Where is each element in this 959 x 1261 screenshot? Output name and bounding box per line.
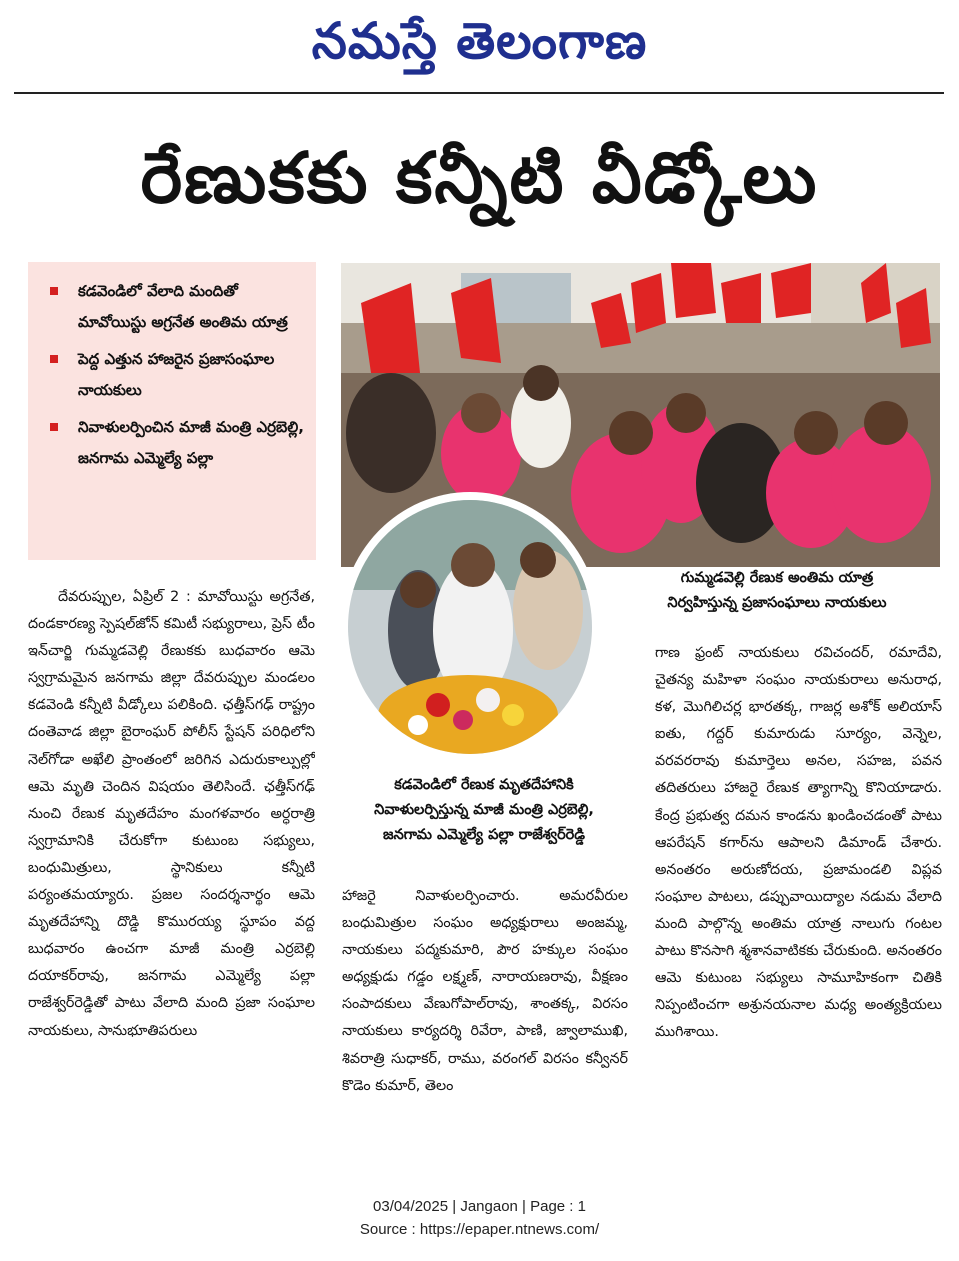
highlight-item: [46, 276, 306, 338]
article-column-1: దేవరుప్పుల, ఏప్రిల్ 2 : మావోయిస్టు అగ్రనేత, దండకారణ్య స్పెషల్‌జోన్ కమిటీ సభ్యురాలు, ప్రెస్ టీం ఇన్‌చార్జి గుమ్మడవెల్లి రేణుకకు బుధవారం ఆమె స్వగ్రామమైన జనగామ జిల్లా దేవరుప్పుల మండలం కడవెండి కన్నీటి వీడ్కోలు పలికింది. ఛత్తీస్‌గఢ్ రాష్ట్రం దంతెవాడ జిల్లా బైరాంఘర్ పోలీస్ స్టేషన్ పరిధిలోని నెల్‌గోడా అఖేలి ప్రాంతంలో జరిగిన ఎదురుకాల్పుల్లో ఆమె మృతి చెందిన విషయం తెలిసిందే. ఛత్తీస్‌గఢ్ నుంచి రేణుక మృతదేహం మంగళవారం అర్ధరాత్రి స్వగ్రామానికి చేరుకోగా కుటుంబ సభ్యులు, బంధుమిత్రులు, స్థానికులు కన్నీటి పర్యంతమయ్యారు. ప్రజల సందర్శనార్థం ఆమె మృతదేహాన్ని దొడ్డి కొమురయ్య స్థూపం వద్ద బుధవారం ఉంచగా మాజీ మంత్రి ఎర్రబెల్లి దయాకర్‌రావు, జనగామ ఎమ్మెల్యే పల్లా రాజేశ్వర్‌రెడ్డితో పాటు వేలాది మంది ప్రజా సంఘాల నాయకులు, సానుభూతిపరులు: [28, 589, 315, 1039]
tribute-photo: [340, 492, 600, 762]
highlight-text: కడవెండిలో వేలాది మందితో మావోయిస్టు అగ్రనేత అంతిమ యాత్ర: [78, 282, 288, 331]
highlights-box: [28, 262, 316, 560]
caption-line: గుమ్మడవెల్లి రేణుక అంతిమ యాత్ర: [680, 570, 874, 586]
bullet-icon: [50, 287, 58, 295]
headline: రేణుకకు కన్నీటి వీడ్కోలు: [140, 137, 819, 219]
article-column-3: గాణ ఫ్రంట్ నాయకులు రవిచందర్, రమాదేవి, చైతన్య మహిళా సంఘం నాయకురాలు అనురాధ, కళ, మొగిలిచర్ల భారతక్క, గాజర్ల అశోక్ అలియాస్ ఐతు, గద్దర్ కుమారుడు సూర్యం, వెన్నెల, వరవరరావు కుమార్తెలు అనల, సహజ, పవన తదితరులు హాజరై రేణుక త్యాగాన్ని కొనియాడారు. కేంద్ర ప్రభుత్వ దమన కాండను ఖండించడంతో పాటు ఆపరేషన్ కగార్‌ను ఆపాలని డిమాండ్ చేశారు. అనంతరం అరుణోదయ, ప్రజామండలి విప్లవ సంఘాల పాటలు, డప్పువాయిద్యాల నడుమ వేలాది మంది పాల్గొన్న అంతిమ యాత్ర నాలుగు గంటల పాటు కొనసాగి శ్మశానవాటికకు చేరుకుంది. అనంతరం ఆమె కుటుంబ సభ్యులు సామూహికంగా చితికి నిప్పంటించగా అశ్రునయనాల మధ్య అంత్యక్రియలు ముగిశాయి.: [655, 645, 942, 1041]
caption-line: నిర్వహిస్తున్న ప్రజాసంఘాలు నాయకులు: [667, 595, 887, 611]
bullet-icon: [50, 355, 58, 363]
footer-source: Source : https://epaper.ntnews.com/: [359, 1221, 600, 1238]
masthead: నమస్తే తెలంగాణ: [311, 11, 648, 70]
caption-line: నివాళులర్పిస్తున్న మాజీ మంత్రి ఎర్రబెల్లి,: [374, 802, 594, 818]
highlight-text: పెద్ద ఎత్తున హాజరైన ప్రజాసంఘాల నాయకులు: [78, 350, 275, 399]
highlight-item: [46, 344, 306, 406]
top-photo-caption: [612, 566, 942, 616]
highlight-text: నివాళులర్పించిన మాజీ మంత్రి ఎర్రబెల్లి, జనగామ ఎమ్మెల్యే పల్లా: [78, 418, 304, 467]
circle-photo-caption: [334, 773, 634, 848]
article-column-2: హాజరై నివాళులర్పించారు. అమరవీరుల బంధుమిత్రుల సంఘం అధ్యక్షురాలు అంజమ్మ, నాయకులు పద్మకుమారి, పౌర హక్కుల సంఘం అధ్యక్షుడు గడ్డం లక్ష్మణ్, నారాయణరావు, వీక్షణం సంపాదకులు వేణుగోపాల్‌రావు, శాంతక్క, విరసం నాయకులు కార్యదర్శి రివేరా, పాణి, జ్వాలాముఖి, శివరాత్రి సుధాకర్, రాము, వరంగల్ విరసం కన్వీనర్ కొడెం కుమార్, తెలం: [342, 888, 628, 1094]
caption-line: జనగామ ఎమ్మెల్యే పల్లా రాజేశ్వర్‌రెడ్డి: [382, 827, 586, 843]
bullet-icon: [50, 423, 58, 431]
highlight-item: [46, 412, 306, 474]
caption-line: కడవెండిలో రేణుక మృతదేహానికి: [394, 777, 574, 793]
masthead-rule: [14, 92, 944, 94]
footer-date: 03/04/2025 | Jangaon | Page : 1: [373, 1198, 586, 1215]
